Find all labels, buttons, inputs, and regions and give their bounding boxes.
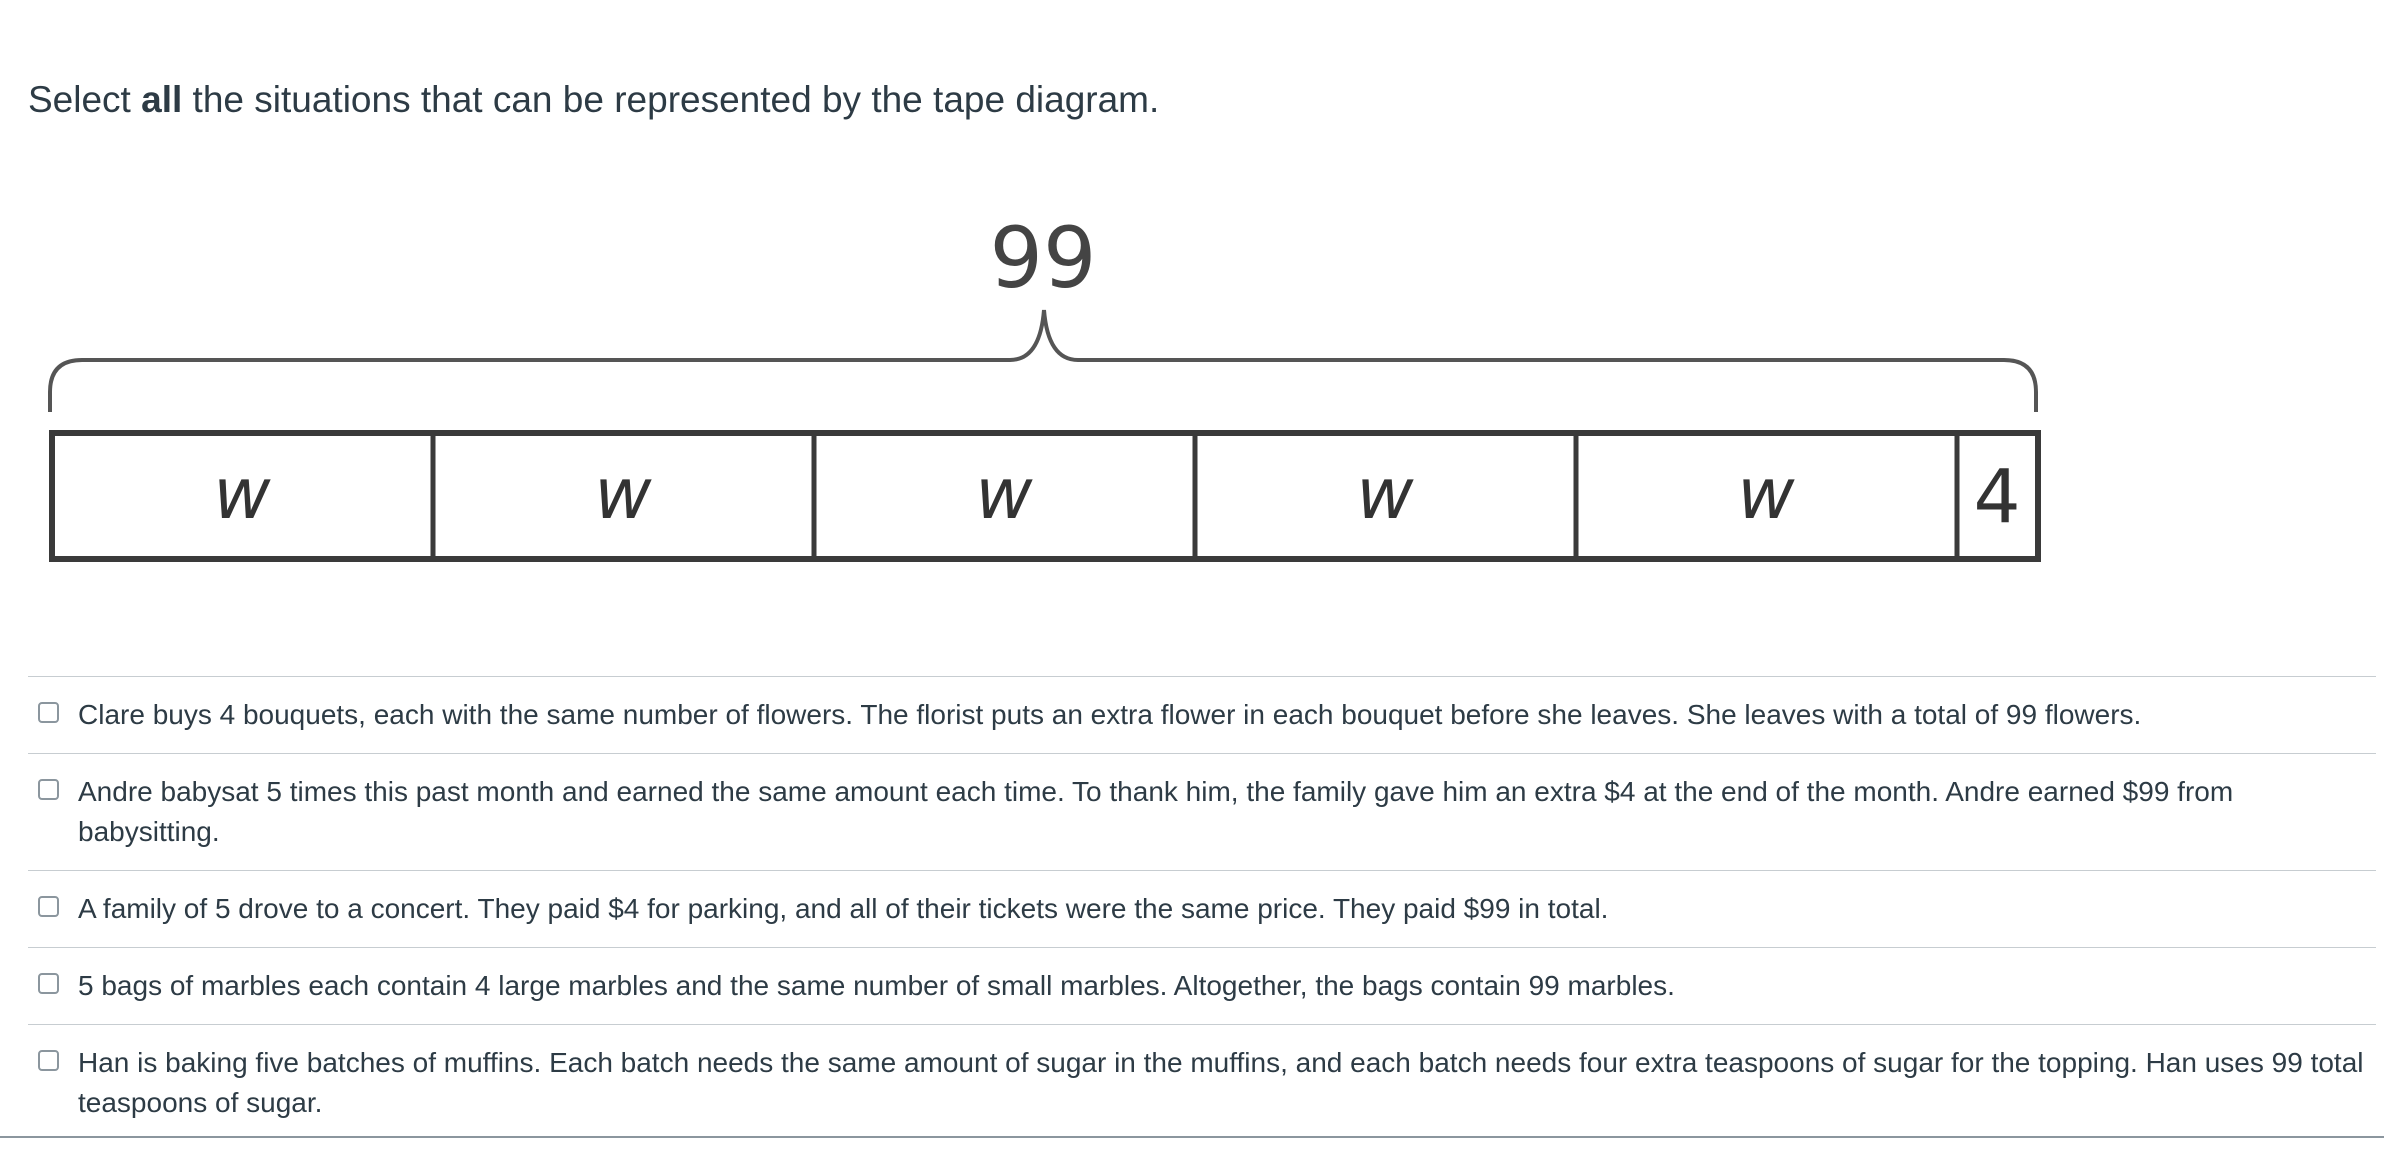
answer-option[interactable]: [28, 1025, 2376, 1141]
answer-option[interactable]: [28, 871, 2376, 948]
bottom-divider: [0, 1136, 2384, 1138]
total-label: 99: [989, 209, 1097, 307]
answer-checkbox[interactable]: [38, 779, 59, 800]
answer-label[interactable]: Andre babysat 5 times this past month and earned the same amount each time. To thank him, the family gave him an extra $4 at the end of the month. Andre earned $99 from babysitting.: [78, 776, 2234, 847]
segment-label: w: [213, 453, 271, 535]
extra-segment-label: 4: [1973, 454, 2021, 540]
total-brace: [50, 310, 2036, 412]
answer-checkbox[interactable]: [38, 702, 59, 723]
answer-checkbox[interactable]: [38, 1050, 59, 1071]
question-suffix: the situations that can be represented by the tape diagram.: [182, 79, 1160, 120]
answer-option[interactable]: [28, 677, 2376, 754]
answer-list: [28, 676, 2376, 1141]
answer-checkbox[interactable]: [38, 973, 59, 994]
segment-label: w: [594, 453, 652, 535]
segment-label: w: [1356, 453, 1414, 535]
answer-label[interactable]: Clare buys 4 bouquets, each with the same number of flowers. The florist puts an extra flower in each bouquet before she leaves. She leaves with a total of 99 flowers.: [78, 699, 2142, 730]
segment-label: w: [1737, 453, 1795, 535]
segment-label: w: [975, 453, 1033, 535]
answer-label[interactable]: A family of 5 drove to a concert. They paid $4 for parking, and all of their tickets were the same price. They paid $99 in total.: [78, 893, 1609, 924]
answer-label[interactable]: 5 bags of marbles each contain 4 large marbles and the same number of small marbles. Altogether, the bags contain 99 marbles.: [78, 970, 1675, 1001]
answer-option[interactable]: [28, 948, 2376, 1025]
answer-option[interactable]: [28, 754, 2376, 871]
question-prefix: Select: [28, 79, 142, 120]
answer-checkbox[interactable]: [38, 896, 59, 917]
question-emphasis: all: [141, 79, 183, 120]
answer-label[interactable]: Han is baking five batches of muffins. Each batch needs the same amount of sugar in the muffins, and each batch needs four extra teaspoons of sugar for the topping. Han uses 99 total teaspoons of sugar.: [78, 1047, 2364, 1118]
